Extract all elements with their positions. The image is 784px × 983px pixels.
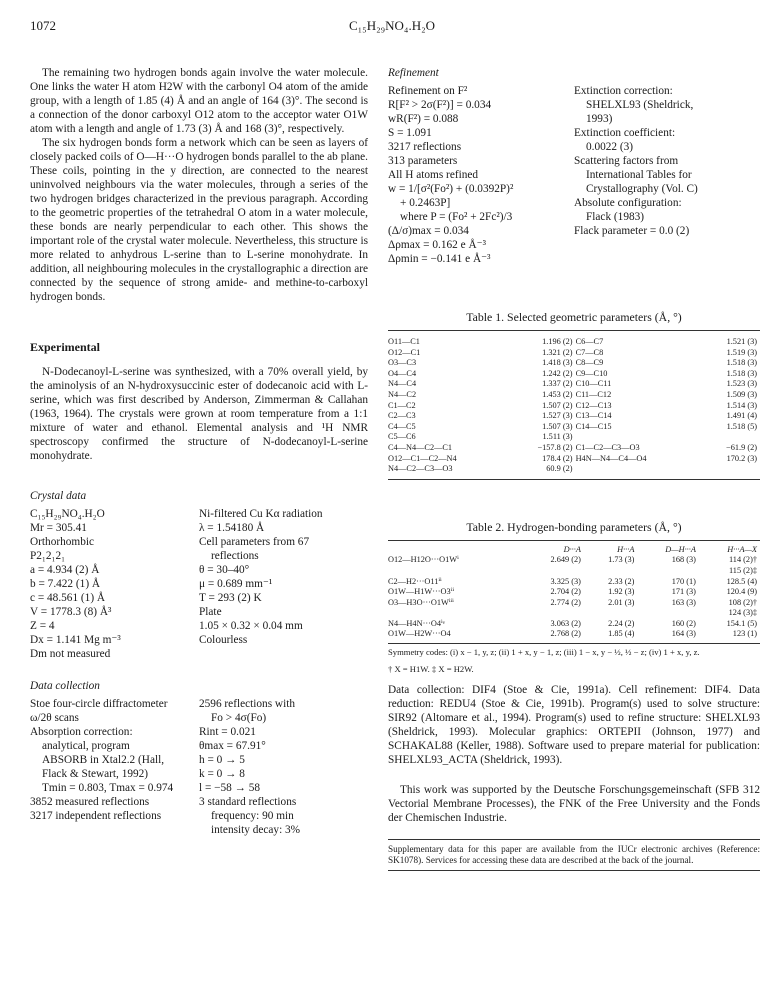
data-line: 3 standard reflections (199, 796, 297, 808)
data-line: Flack & Stewart, 1992) (42, 768, 149, 780)
table-cell: 1.518 (3) (726, 368, 757, 378)
data-line: Scattering factors from (574, 155, 679, 167)
table-cell: 1.85 (4) (608, 629, 635, 639)
footnote-rule (388, 839, 760, 840)
table-cell: 1.453 (2) (542, 389, 573, 399)
table-cell (388, 566, 523, 577)
data-line: Orthorhombic (30, 536, 95, 548)
table2-caption: Table 2. Hydrogen-bonding parameters (Å, °) (466, 519, 682, 534)
table-cell: 3.325 (3) (550, 576, 581, 586)
data-line: 0.0022 (3) (586, 141, 634, 153)
collection-list (199, 697, 368, 837)
table-cell: C2—C3 (388, 411, 416, 421)
table-cell: 114 (2)† (728, 555, 757, 565)
data-line: w = 1/[σ²(Fo²) + (0.0392P)² (388, 183, 514, 195)
table-cell: 1.527 (3) (542, 411, 573, 421)
data-line: wR(F²) = 0.088 (388, 113, 459, 125)
data-line: Extinction correction: (574, 85, 673, 97)
table-cell: O3—C3 (388, 358, 417, 368)
table-row (388, 390, 760, 401)
table-cell: O12—C1 (388, 347, 421, 357)
table-header-cell: H···A (617, 544, 635, 554)
table-cell: 170 (1) (671, 576, 696, 586)
data-line: c = 48.561 (1) Å (30, 592, 106, 604)
data-line: θmax = 67.91° (199, 740, 266, 752)
data-line: Fo > 4σ(Fo) (211, 712, 267, 724)
data-line: Plate (199, 606, 222, 618)
data-line: ω/2θ scans (30, 712, 79, 724)
data-line: Absorption correction: (30, 726, 133, 738)
data-line: analytical, program (42, 740, 130, 752)
data-line: P2₁2₁2₁ (30, 550, 66, 562)
table-cell: −61.9 (2) (726, 442, 757, 452)
data-line: l = −58 → 58 (199, 782, 261, 794)
table-row (388, 629, 760, 640)
table-header-cell (388, 545, 523, 556)
data-line: Dm not measured (30, 648, 111, 660)
table-cell: 1.518 (5) (726, 421, 757, 431)
table-cell (584, 608, 638, 619)
table-header-cell: H···A—X (727, 544, 757, 554)
data-line: a = 4.934 (2) Å (30, 564, 100, 576)
data-line: k = 0 → 8 (199, 768, 245, 780)
table-row (388, 369, 760, 380)
table1-bottom-rule (388, 479, 760, 480)
table-row (388, 348, 760, 359)
table-row (388, 443, 760, 454)
table-cell: N4—C4 (388, 379, 417, 389)
data-line: T = 293 (2) K (199, 592, 262, 604)
table-cell: 164 (3) (671, 629, 696, 639)
table-row (388, 432, 760, 443)
table-cell (584, 566, 638, 577)
table-cell (702, 432, 760, 443)
table-cell: 2.704 (2) (550, 587, 581, 597)
data-line: where P = (Fo² + 2Fc²)/3 (400, 211, 513, 223)
table-row (388, 555, 760, 566)
footnote: Supplementary data for this paper are available from the IUCr electronic archives (Reference: SK1078). Services for accessing these data are described at the back of the journal. (388, 844, 760, 866)
data-line: Flack parameter = 0.0 (2) (574, 225, 690, 237)
table-row (388, 422, 760, 433)
table1 (388, 337, 760, 475)
table-cell: 1.514 (3) (726, 400, 757, 410)
data-line: All H atoms refined (388, 169, 479, 181)
table-row (388, 619, 760, 630)
table-row (388, 587, 760, 598)
table-cell: 160 (2) (671, 618, 696, 628)
table-cell: 170.2 (3) (726, 453, 757, 463)
table-header-row (388, 545, 760, 556)
table-cell: O12—C1—C2—N4 (388, 453, 457, 463)
data-line: Extinction coefficient: (574, 127, 676, 139)
table-cell: 1.523 (3) (726, 379, 757, 389)
table-cell: 1.92 (3) (608, 587, 635, 597)
table-cell: 60.9 (2) (546, 464, 573, 474)
table-cell (523, 608, 584, 619)
refinement-list (574, 84, 760, 266)
crystal-data-list (199, 507, 368, 661)
table-cell: −157.8 (2) (537, 442, 573, 452)
table-cell: C12—C13 (575, 400, 612, 410)
page-number: 1072 (30, 18, 56, 33)
data-line: ABSORB in Xtal2.2 (Hall, (42, 754, 165, 766)
table-cell: 1.507 (3) (542, 421, 573, 431)
data-line: Flack (1983) (586, 211, 645, 223)
data-line: λ = 1.54180 Å (199, 522, 265, 534)
table-cell: C2—H2···O11ⁱⁱ (388, 576, 442, 586)
table-cell (388, 608, 523, 619)
data-line: R[F² > 2σ(F²)] = 0.034 (388, 99, 492, 111)
refinement-list (388, 84, 574, 266)
data-line: Δρmax = 0.162 e Å⁻³ (388, 239, 486, 251)
data-line: Δρmin = −0.141 e Å⁻³ (388, 253, 491, 265)
data-line: frequency: 90 min (211, 810, 294, 822)
table-cell: N4—H4N···O4ⁱᵛ (388, 618, 446, 628)
table-cell: 1.321 (2) (542, 347, 573, 357)
data-line: 3852 measured reflections (30, 796, 150, 808)
data-line: Colourless (199, 634, 248, 646)
table-cell (576, 432, 702, 443)
data-line: θ = 30–40° (199, 564, 250, 576)
table-cell: 168 (3) (671, 555, 696, 565)
table-cell: 1.242 (2) (542, 368, 573, 378)
data-line: Dx = 1.141 Mg m⁻³ (30, 634, 121, 646)
table-row (388, 454, 760, 465)
footnote-bottom-rule (388, 870, 760, 871)
paragraph: The remaining two hydrogen bonds again involve the water molecule. One links the water H atom H2W with the carbonyl O4 atom of the amide group, with a length of 1.85 (4) Å and an angle of 164 (3)°. The second is a connection of the donor carboxyl O12 atom to the acceptor water O1W atom with a length and angle of 1.73 (3) Å and 168 (3)°, respectively. (30, 67, 368, 135)
data-line: V = 1778.3 (8) Å³ (30, 606, 112, 618)
data-line: 1.05 × 0.32 × 0.04 mm (199, 620, 303, 632)
crystal-data-list (30, 507, 199, 661)
right-column (388, 66, 760, 871)
table-row (388, 566, 760, 577)
table-cell: C14—C15 (575, 421, 612, 431)
table-cell: C1—C2 (388, 400, 416, 410)
software-paragraph: Data collection: DIF4 (Stoe & Cie, 1991a). Cell refinement: DIF4. Data reduction: REDU4 (Stoe & Cie, 1991b). Program(s) used to solve structure: SIR92 (Altomare et al., 1994). Program(s) used to refine structure: SHELXL93 (Sheldrick, 1993). Molecular graphics: ORTEPII (Johnson, 1977) and SCHAKAL88 (Keller, 1988). Software used to prepare material for publication: SHELXL93_ACTA (Sheldrick, 1993). (388, 684, 760, 767)
data-line: Crystallography (Vol. C) (586, 183, 698, 195)
table-cell: 1.337 (2) (542, 379, 573, 389)
paragraph: The six hydrogen bonds form a network which can be seen as layers of closely packed coils of O—H···O hydrogen bonds parallel to the ab plane. These coils, pointing in the y direction, are connected to the nearest uninvolved neighbours via the water molecules, through a series of the two hydrogen bridges characterized in the previous paragraph. According to the geometric properties of the tetrahedral O atom in a water molecule, these bonds are nearly perpendicular to each other. This shows the important role of the crystal water molecule. Nevertheless, this structure is more related to anhydrous L-serine than to L-serine monohydrate. In addition, all neighbouring molecules in the crystallographic a direction are connected by the sequence of strong amide- and methine-to-carboxyl hydrogen bonds. (30, 137, 368, 303)
table-cell: C7—C8 (575, 347, 604, 357)
table2-top-rule (388, 540, 760, 541)
data-line: 2596 reflections with (199, 698, 296, 710)
table-cell: O12—H12O···O1Wⁱ (388, 555, 459, 565)
data-line: μ = 0.689 mm⁻¹ (199, 578, 273, 590)
acknowledgement: This work was supported by the Deutsche Forschungsgemeinschaft (SFB 312 Vectorial Membrane Processes), the FNK of the Free University and the Fonds der Chemischen Industrie. (388, 784, 760, 825)
table-cell: 2.649 (2) (550, 555, 581, 565)
table-cell: O1W—H2W···O4 (388, 629, 451, 639)
table-row (388, 401, 760, 412)
data-line: Absolute configuration: (574, 197, 682, 209)
left-column (30, 66, 368, 837)
table-cell: C4—C5 (388, 421, 416, 431)
table-cell: 2.33 (2) (608, 576, 635, 586)
table-cell: 1.73 (3) (608, 555, 635, 565)
table-row (388, 577, 760, 588)
table-cell: 1.511 (3) (542, 432, 573, 442)
running-title: C₁₅H₂₉NO₄.H₂O (348, 18, 436, 33)
table2-bottom-rule (388, 643, 760, 644)
table-cell: 1.507 (2) (542, 400, 573, 410)
table-cell: 2.774 (2) (550, 597, 581, 607)
table-header-cell: D—H···A (665, 544, 696, 554)
table-cell (637, 566, 699, 577)
table-cell: 124 (3)‡ (728, 608, 757, 618)
table-row (388, 358, 760, 369)
data-line: 3217 reflections (388, 141, 462, 153)
data-line: (Δ/σ)max = 0.034 (388, 225, 469, 237)
data-line: 313 parameters (388, 155, 458, 167)
table-cell: 1.418 (3) (542, 358, 573, 368)
table-cell: 163 (3) (671, 597, 696, 607)
data-line: S = 1.091 (388, 127, 432, 139)
refinement-data (388, 84, 760, 266)
table-cell: H4N—N4—C4—O4 (575, 453, 647, 463)
table-cell (576, 464, 702, 475)
paragraph: N-Dodecanoyl-L-serine was synthesized, with a 70% overall yield, by the aminolysis of an N-hydroxysuccinic ester of dodecanoic acid with L-serine, which was first described by Anderson, Zimmerman & Callahan (1963, 1964). The crystals were grown at room temperature from a 1:1 mixture of water and ethanol. Elemental analysis and ¹H NMR spectroscopy confirmed the structure of N-dodecanoyl-L-serine monohydrate. (30, 366, 368, 462)
table-cell: C13—C14 (575, 411, 612, 421)
data-collection (30, 697, 368, 837)
table-cell (637, 608, 699, 619)
data-line: Cell parameters from 67 (199, 536, 310, 548)
dagger-notes: † X = H1W. ‡ X = H2W. (388, 664, 474, 675)
table-cell: O1W—H1W···O3ⁱⁱ (388, 587, 455, 597)
table-cell: 3.063 (2) (550, 618, 581, 628)
crystal-data (30, 507, 368, 661)
table-cell: 1.521 (3) (726, 337, 757, 346)
table-cell: O3—H3O···O1Wⁱⁱⁱ (388, 597, 454, 607)
table-cell: 2.768 (2) (550, 629, 581, 639)
table-cell: 2.24 (2) (608, 618, 635, 628)
table-cell: C6—C7 (575, 337, 604, 346)
table-cell: 171 (3) (671, 587, 696, 597)
table-cell: 120.4 (9) (726, 587, 757, 597)
data-line: Stoe four-circle diffractometer (30, 698, 168, 710)
table-cell: 1.196 (2) (542, 337, 573, 346)
table-row (388, 379, 760, 390)
table-cell (702, 464, 760, 475)
table-cell: 178.4 (2) (542, 453, 573, 463)
table-cell: O11—C1 (388, 337, 420, 346)
data-line: SHELXL93 (Sheldrick, (586, 99, 694, 111)
data-line: h = 0 → 5 (199, 754, 245, 766)
table-cell: 108 (2)† (728, 597, 757, 607)
collection-list (30, 697, 199, 837)
refinement-heading: Refinement (388, 67, 439, 79)
table-cell: C8—C9 (575, 358, 604, 368)
table1-top-rule (388, 330, 760, 331)
table-cell: 1.518 (3) (726, 358, 757, 368)
table-cell: C4—N4—C2—C1 (388, 442, 453, 452)
table-cell: C11—C12 (575, 389, 612, 399)
symmetry-codes: Symmetry codes: (i) x − 1, y, z; (ii) 1 + x, y − 1, z; (iii) 1 − x, y − ½, ½ − z; (iv) 1 + x, y, z. (388, 647, 700, 658)
data-line: + 0.2463P] (400, 197, 451, 209)
table-cell: N4—C2—C3—O3 (388, 464, 453, 474)
table-cell (523, 566, 584, 577)
data-line: Refinement on F² (388, 85, 468, 97)
table-cell: 154.1 (5) (726, 618, 757, 628)
table-cell: 115 (2)‡ (728, 565, 757, 575)
table2 (388, 545, 760, 640)
data-line: Mr = 305.41 (30, 522, 87, 534)
data-line: Z = 4 (30, 620, 55, 632)
table-cell: N4—C2 (388, 389, 417, 399)
table-cell: 1.491 (4) (726, 411, 757, 421)
table-cell: 123 (1) (732, 629, 757, 639)
table-cell: O4—C4 (388, 368, 417, 378)
table-cell: C10—C11 (575, 379, 612, 389)
table-header-cell: D···A (563, 544, 581, 554)
table-cell: C5—C6 (388, 432, 416, 442)
table-cell: 128.5 (4) (726, 576, 757, 586)
table-row (388, 337, 760, 348)
section-heading: Experimental (30, 340, 100, 354)
data-line: intensity decay: 3% (211, 824, 301, 836)
table-cell: 1.509 (3) (726, 389, 757, 399)
data-line: Tmin = 0.803, Tmax = 0.974 (42, 782, 174, 794)
data-line: b = 7.422 (1) Å (30, 578, 101, 590)
data-line: 3217 independent reflections (30, 810, 162, 822)
collection-heading: Data collection (30, 680, 100, 692)
data-line: International Tables for (586, 169, 692, 181)
table1-caption: Table 1. Selected geometric parameters (Å, °) (466, 310, 682, 324)
data-line: 1993) (586, 113, 613, 125)
table-row (388, 411, 760, 422)
data-line: Rint = 0.021 (199, 726, 256, 738)
table-row (388, 608, 760, 619)
table-cell: 2.01 (3) (608, 597, 635, 607)
table-cell: 1.519 (3) (726, 347, 757, 357)
data-line: reflections (211, 550, 259, 562)
table-cell: C1—C2—C3—O3 (575, 442, 640, 452)
crystal-data-heading: Crystal data (30, 490, 87, 502)
table-cell: C9—C10 (575, 368, 608, 378)
data-line: C₁₅H₂₉NO₄.H₂O (30, 508, 105, 520)
table-row (388, 464, 760, 475)
table-row (388, 598, 760, 609)
data-line: Ni-filtered Cu Kα radiation (199, 508, 323, 520)
